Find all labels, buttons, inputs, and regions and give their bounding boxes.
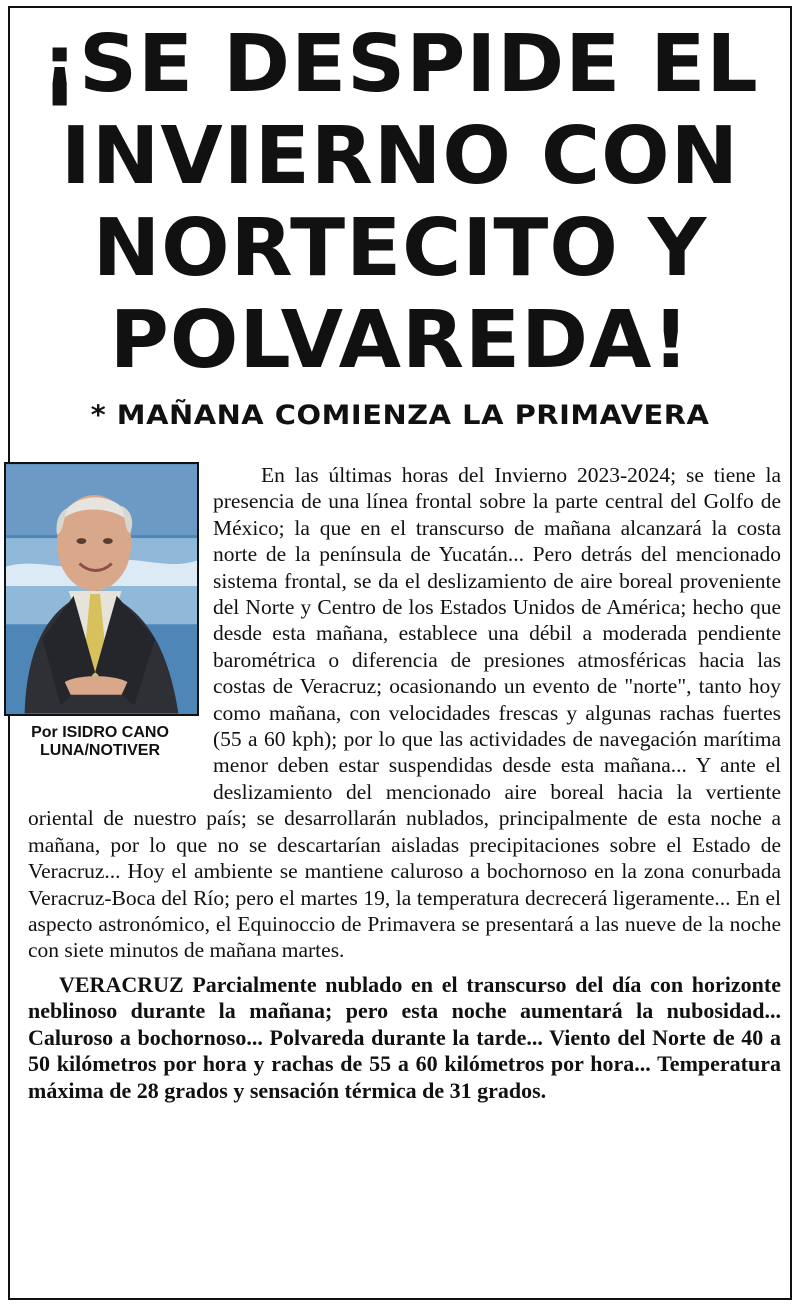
veracruz-forecast: VERACRUZ Parcialmente nublado en el transcurso del día con horizonte neblinoso durante la mañana; pero esta noche aumentará la nubosidad... Caluroso a bochornoso... Polvareda durante la tarde... Viento del Norte de 40 a 50 kilómetros por hora y rachas de 55 a 60 kilómetros por hora... Temperatura máxima de 28 grados y sensación térmica de 31 grados.	[28, 971, 781, 1103]
author-byline-line-1: Por ISIDRO CANO	[31, 724, 169, 741]
photo-text-wrap-space	[28, 462, 213, 780]
headline	[27, 18, 774, 386]
author-byline-line-2: LUNA/NOTIVER	[40, 742, 160, 759]
article-body: En las últimas horas del Invierno 2023-2024; se tiene la presencia de una línea frontal sobre la parte central del Golfo de México; la que en el transcurso de mañana alcanzará la costa norte de la península de Yucatán... Pero detrás del mencionado sistema frontal, se da el deslizamiento de aire boreal proveniente del Norte y Centro de los Estados Unidos de América; hecho que desde esta mañana, establece una débil a moderada pendiente barométrica o diferencia de presiones atmosféricas hacia las costas de Veracruz; ocasionando un evento de "norte", tanto hoy como mañana, con velocidades frescas y algunas rachas fuertes (55 a 60 kph); por lo que las actividades de navegación marítima menor deben estar suspendidas desde esta mañana... Y ante el deslizamiento del mencionado aire boreal hacia la vertiente oriental de nuestro país; se desarrollarán nublados, principalmente de esta noche a mañana, por lo que no se descartarían aisladas precipitaciones sobre el Estado de Veracruz... Hoy el ambiente se mantiene caluroso a bochornoso en la zona conurbada Veracruz-Boca del Río; pero el martes 19, la temperatura decrecerá ligeramente... En el aspecto astronómico, el Equinoccio de Primavera se presentará a las nueve de la noche con siete minutos de mañana martes.	[28, 463, 781, 963]
headline-line-3: NORTECITO Y	[92, 202, 708, 294]
headline-line-2: INVIERNO CON	[60, 110, 740, 202]
headline-line-1: ¡SE DESPIDE EL	[41, 18, 759, 110]
subheadline: * MAÑANA COMIENZA LA PRIMAVERA	[90, 400, 710, 431]
headline-line-4: POLVAREDA!	[109, 294, 691, 386]
weather-article	[28, 462, 781, 1104]
